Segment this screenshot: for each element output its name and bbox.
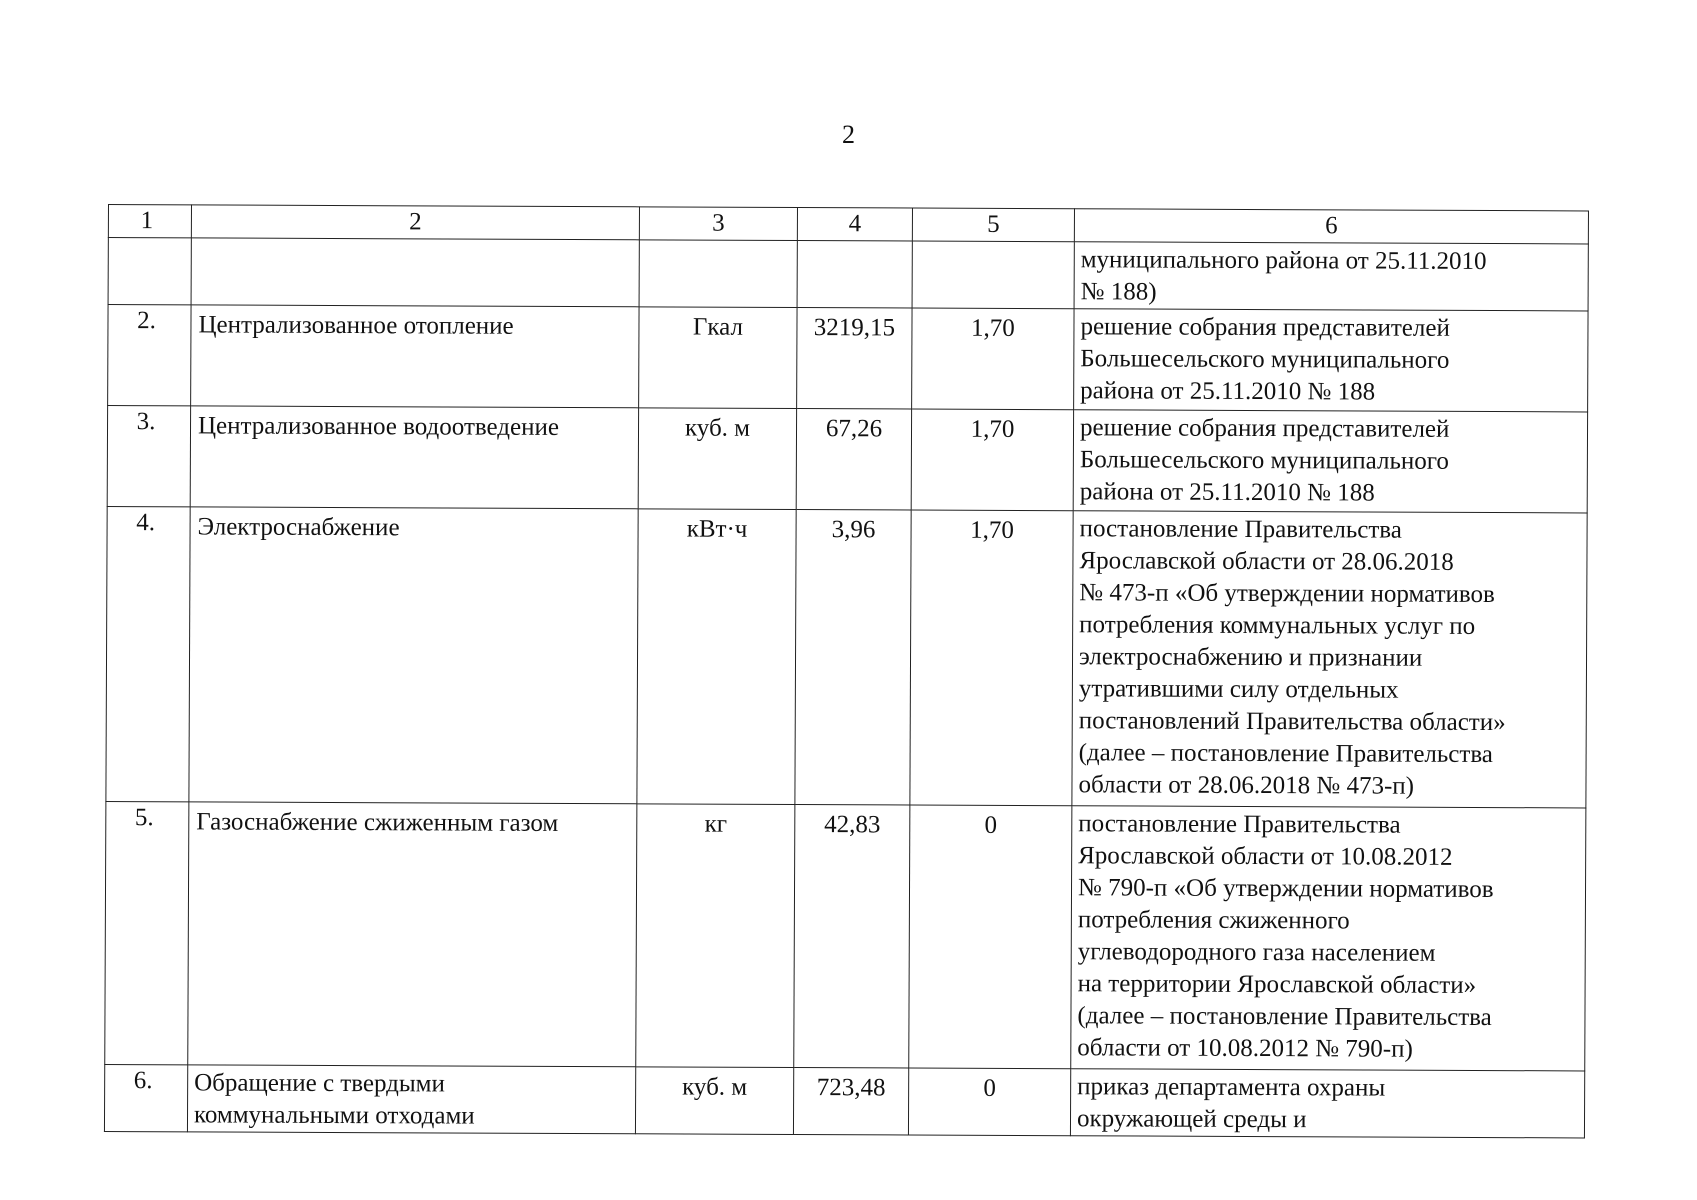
service-name: Газоснабжение сжиженным газом [188,802,637,1067]
unit-cell: куб. м [635,1067,793,1135]
table-row [106,506,1587,807]
tariff-table [104,204,1589,1138]
row-number [108,238,191,305]
value-cell: 3219,15 [797,308,912,410]
value-cell: 67,26 [796,409,911,511]
row-number: 3. [107,406,190,507]
coefficient-cell [912,241,1074,309]
legal-basis-cell: решение собрания представителей Большесельского муниципального района от 25.11.2010 № 188 [1073,410,1587,513]
header-cell: 6 [1074,209,1588,244]
table-row [107,406,1587,513]
coefficient-cell: 1,70 [911,409,1073,511]
coefficient-cell: 0 [908,1068,1070,1136]
table-row [108,305,1588,412]
service-name: Централизованное водоотведение [190,406,638,509]
header-cell: 3 [639,207,797,241]
service-name [191,238,639,307]
value-cell: 42,83 [794,805,910,1068]
row-number: 5. [105,801,189,1064]
table-row [104,1064,1584,1137]
legal-basis-cell: решение собрания представителей Большесельского муниципального района от 25.11.2010 № 188 [1074,309,1588,412]
legal-basis-cell: постановление Правительства Ярославской области от 28.06.2018 № 473-п «Об утверждении нормативов потребления коммунальных услуг по электроснабжению и признании утратившими силу отдельных постановлений Правительства области» (далее – постановление Правительства области от 28.06.2018 № 473-п) [1072,511,1587,808]
coefficient-cell: 0 [909,805,1072,1069]
value-cell: 723,48 [793,1068,908,1136]
header-cell: 2 [191,205,639,240]
table-row [105,801,1586,1070]
legal-basis-cell: муниципального района от 25.11.2010 № 188) [1074,242,1588,311]
unit-cell: Гкал [639,307,797,409]
service-name: Электроснабжение [189,507,638,804]
page-number: 2 [842,120,855,149]
coefficient-cell: 1,70 [910,510,1073,806]
value-cell [797,241,912,309]
unit-cell: куб. м [638,408,796,510]
row-number: 4. [106,506,190,801]
service-name: Обращение с твердыми коммунальными отходами [187,1065,635,1134]
table-row [108,238,1588,311]
coefficient-cell: 1,70 [912,308,1074,410]
legal-basis-cell: приказ департамента охраны окружающей среды и [1070,1069,1584,1138]
service-name: Централизованное отопление [191,305,639,408]
unit-cell: кг [636,804,795,1068]
row-number: 6. [104,1064,187,1131]
legal-basis-cell: постановление Правительства Ярославской области от 10.08.2012 № 790-п «Об утверждении нормативов потребления сжиженного углеводородного газа населением на территории Ярославской области» (далее – постановление Правительства области от 10.08.2012 № 790-п) [1071,806,1586,1071]
unit-cell: кВт·ч [637,509,796,805]
header-cell: 1 [108,205,191,238]
unit-cell [639,240,797,308]
header-cell: 4 [797,208,912,242]
row-number: 2. [108,305,191,406]
value-cell: 3,96 [795,510,911,805]
header-cell: 5 [912,208,1074,242]
